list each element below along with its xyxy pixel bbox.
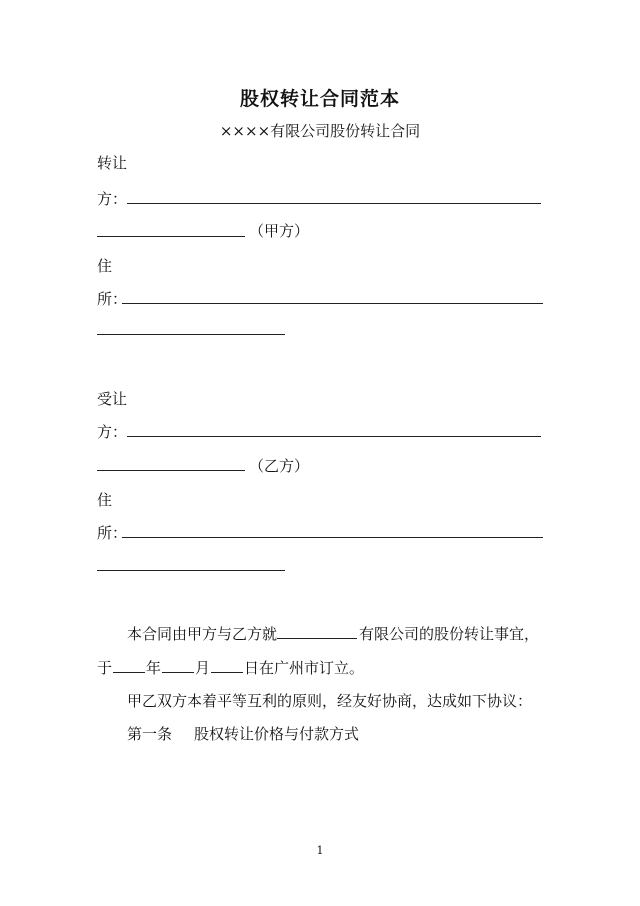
transferee-address-blank-2: [97, 570, 285, 571]
article-title: 股权转让价格与付款方式: [194, 725, 360, 743]
page-number: 1: [316, 844, 324, 857]
transferee-label-line1: 受让: [97, 390, 128, 408]
transferor-address-line2: 所：: [97, 290, 128, 308]
transferor-label-line2: 方：: [97, 190, 128, 208]
body-paragraph-3: 甲乙双方本着平等互利的原则，经友好协商，达成如下协议：: [127, 692, 533, 710]
transferor-address-line1: 住: [97, 257, 113, 275]
month-blank: [162, 672, 194, 673]
body-paragraph-1-start: 本合同由甲方与乙方就: [127, 625, 278, 643]
transferor-party-tag: （甲方）: [249, 222, 310, 240]
date-suffix: 日在广州市订立。: [244, 659, 365, 677]
transferee-address-line2: 所：: [97, 524, 128, 542]
document-subtitle: ××××有限公司股份转让合同: [219, 122, 421, 140]
year-label: 年: [146, 659, 162, 677]
article-number: 第一条: [127, 725, 173, 743]
transferor-name-blank-2: [97, 236, 245, 237]
transferee-name-blank-2: [97, 470, 245, 471]
date-prefix: 于: [97, 659, 113, 677]
transferor-address-blank: [122, 303, 543, 304]
year-blank: [113, 672, 145, 673]
transferee-party-tag: （乙方）: [249, 457, 310, 475]
transferee-address-blank: [122, 537, 543, 538]
company-name-blank: [277, 638, 357, 639]
day-blank: [211, 672, 243, 673]
document-title: 股权转让合同范本: [239, 88, 400, 110]
transferee-address-line1: 住: [97, 491, 113, 509]
transferee-label-line2: 方：: [97, 423, 128, 441]
month-label: 月: [195, 659, 211, 677]
body-paragraph-1-end: 有限公司的股份转让事宜，: [359, 625, 540, 643]
transferor-address-blank-2: [97, 334, 285, 335]
transferor-name-blank: [127, 203, 541, 204]
transferor-label-line1: 转让: [97, 154, 128, 172]
transferee-name-blank: [127, 436, 541, 437]
